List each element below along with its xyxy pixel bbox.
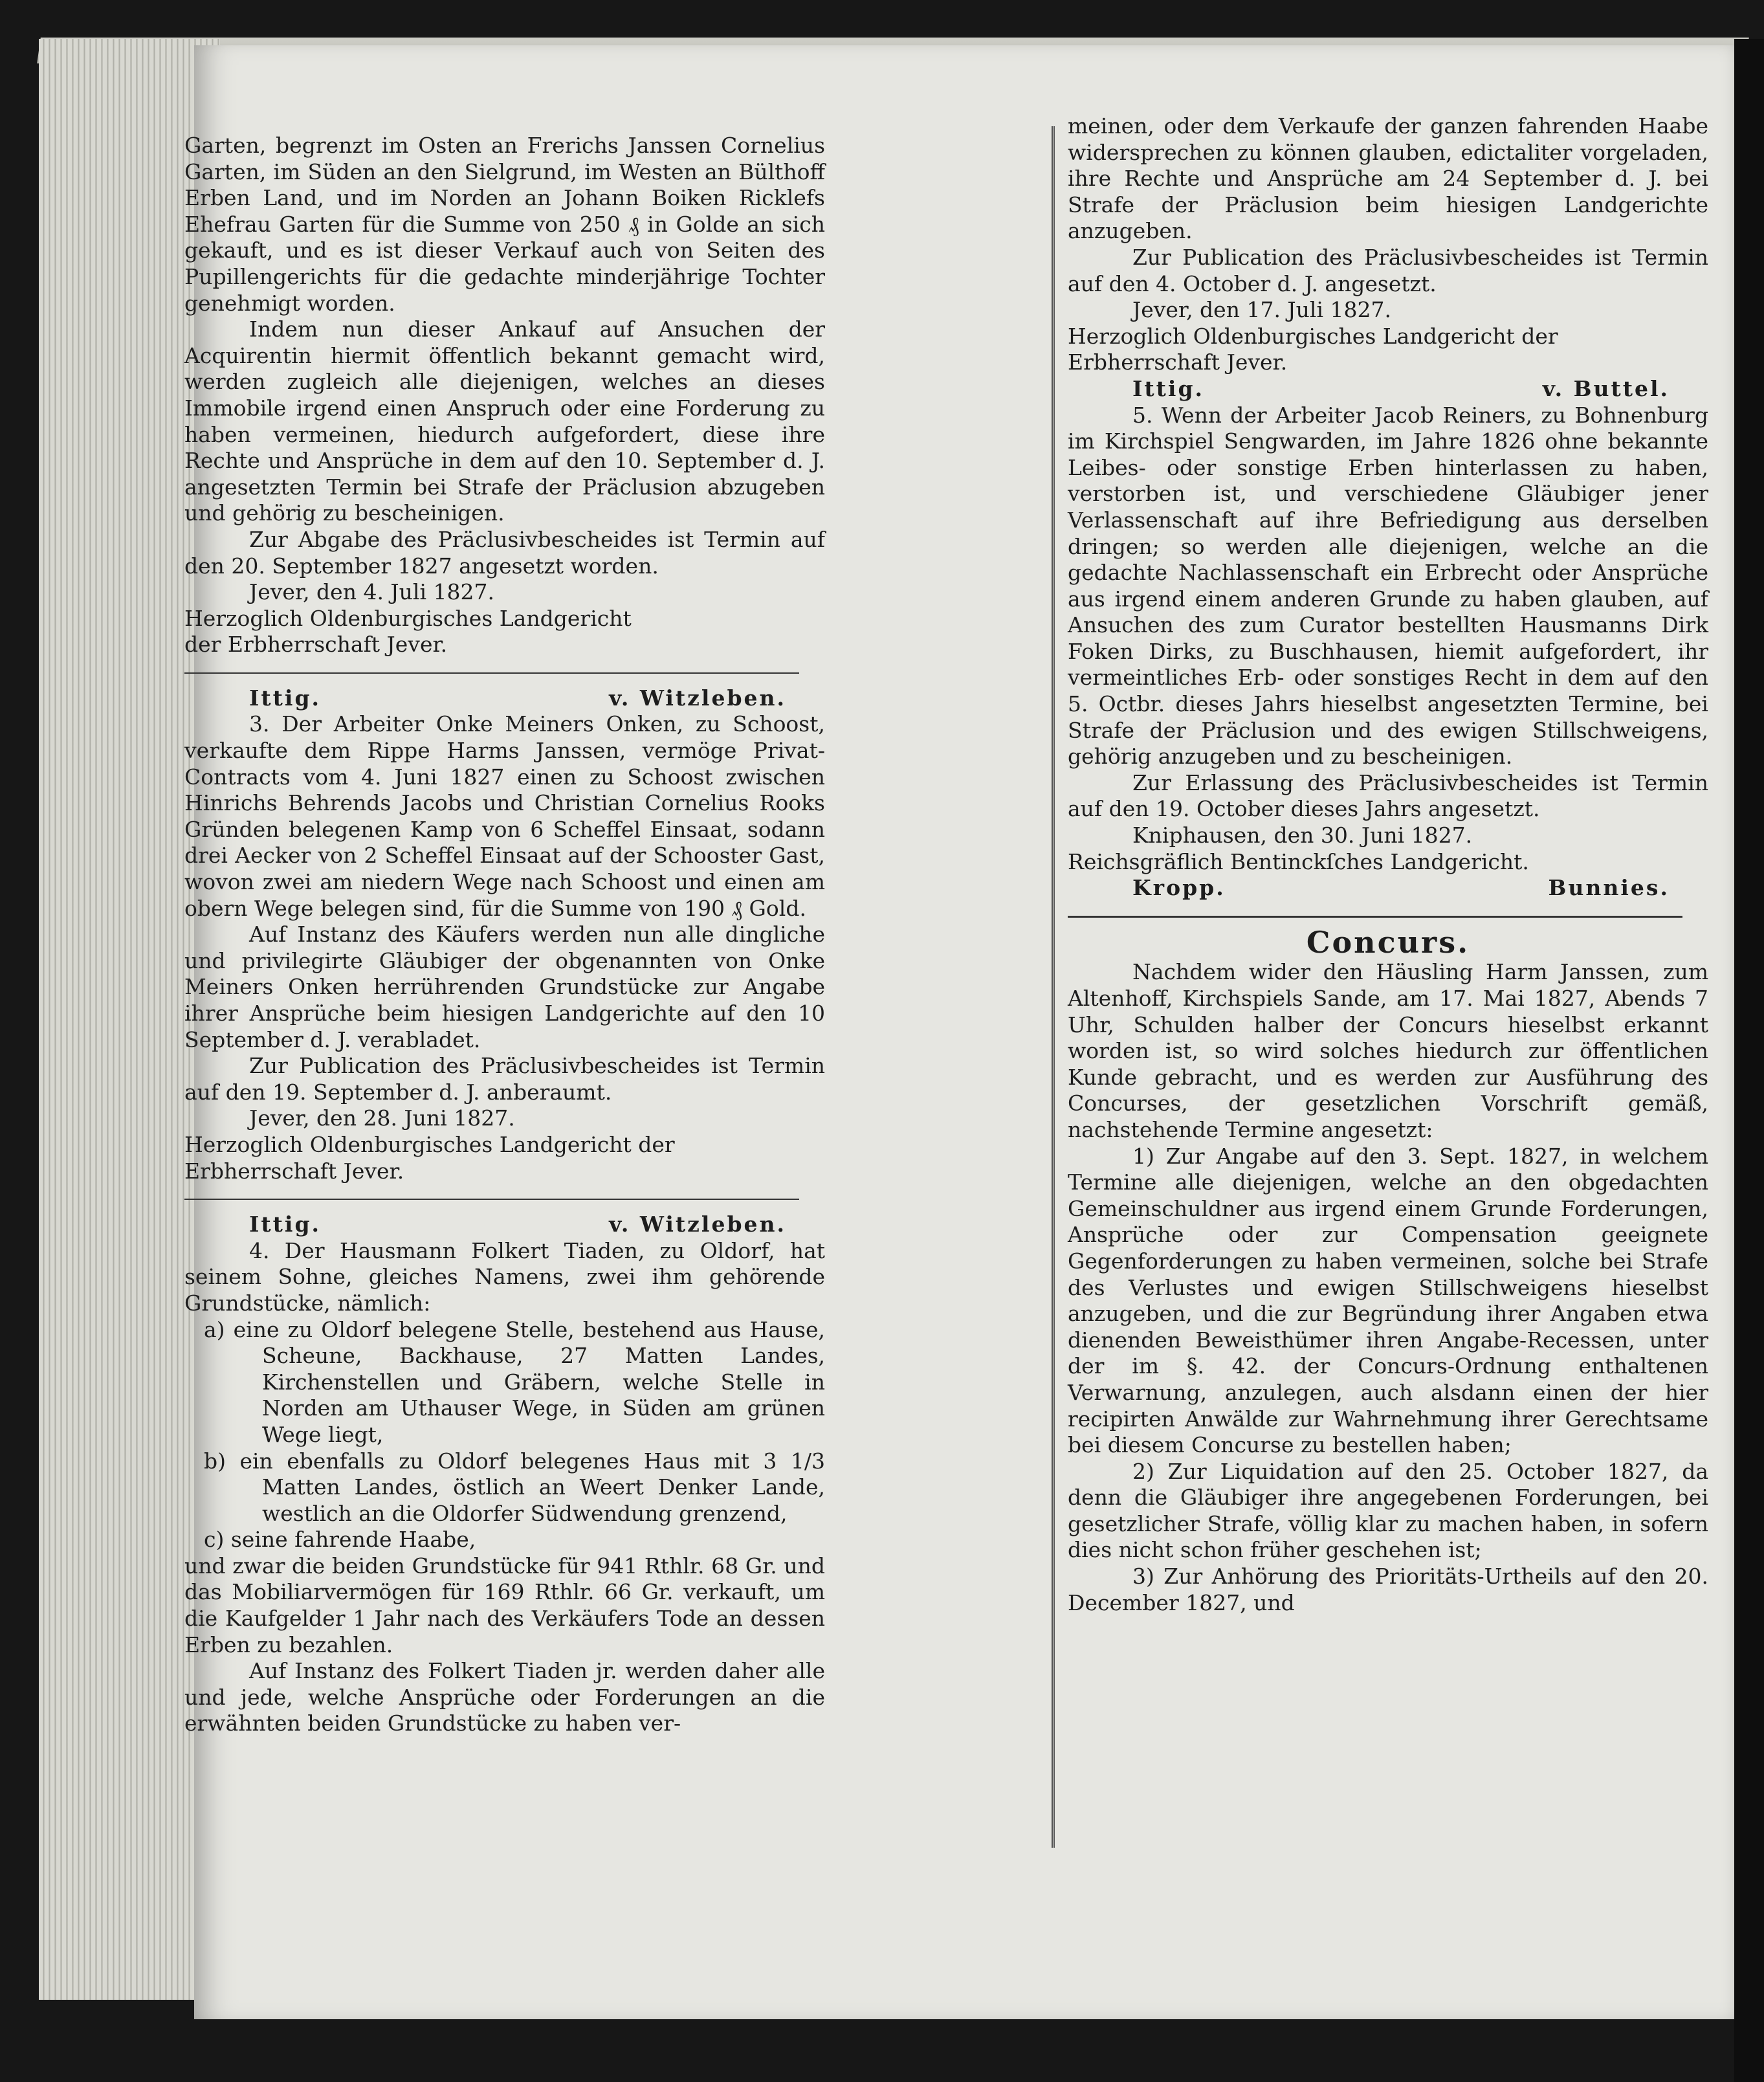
- court-name: Reichsgräflich Bentinckſches Landgericht.: [1068, 848, 1529, 874]
- notice-date: Jever, den 28. Juni 1827.: [249, 1105, 515, 1131]
- column-divider: [1052, 126, 1055, 1848]
- notice-text: meinen, oder dem Verkaufe der ganzen fahrenden Haabe widersprechen zu können glauben, edictaliter vorgeladen, ihre Rechte und Ansprüche am 24 September d. J. bei Strafe der Präclusion beim hiesigen Landgerichte anzugeben.: [1068, 113, 1708, 244]
- notice-text: Nachdem wider den Häusling Harm Janssen, zum Altenhoff, Kirchspiels Sande, am 17. Mai 1827, Abends 7 Uhr, Schulden halber der Concurs hieselbst erkannt worden ist, so wird solches hiedurch zur öffentlichen Kunde gebracht, und es werden zur Ausführung des Concurses, der gesetzlichen Vorschrift gemäß, nachstehende Termine angesetzt:: [1068, 959, 1708, 1142]
- notice-date: Jever, den 4. Juli 1827.: [249, 579, 494, 605]
- signature-left: Ittig.: [249, 685, 322, 711]
- notice-text: Zur Publication des Präclusivbescheides ist Termin auf den 19. September d. J. anberaumt.: [184, 1053, 825, 1105]
- signature-right: Bunnies.: [1548, 875, 1670, 901]
- court-name: Herzoglich Oldenburgisches Landgericht: [184, 605, 632, 631]
- signatures: [184, 1212, 825, 1238]
- notice-date: Jever, den 17. Juli 1827.: [1132, 297, 1391, 323]
- signature-rule: [184, 672, 799, 674]
- notice-text: Zur Abgabe des Präclusivbescheides ist Termin auf den 20. September 1827 angesetzt worden.: [184, 526, 825, 579]
- notice-text: Indem nun dieser Ankauf auf Ansuchen der Acquirentin hiermit öffentlich bekannt gemacht wird, werden zugleich alle diejenigen, welches an dieses Immobile irgend einen Anspruch oder eine Forderung zu haben vermeinen, hiedurch aufgefordert, diese ihre Rechte und Ansprüche in dem auf den 10. September d. J. angesetzten Termin bei Strafe der Präclusion abzugeben und gehörig zu bescheinigen.: [184, 316, 825, 526]
- court-name: Erbherrschaft Jever.: [1068, 349, 1288, 375]
- book-binding-edge: [1734, 39, 1764, 2082]
- notice-text: Auf Instanz des Folkert Tiaden jr. werden daher alle und jede, welche Ansprüche oder Forderungen an die erwähnten beiden Grundstücke zu haben ver-: [184, 1658, 825, 1736]
- signature-left: Ittig.: [249, 1212, 322, 1237]
- signature-right: v. Witzleben.: [609, 1212, 786, 1237]
- notice-text: Zur Publication des Präclusivbescheides ist Termin auf den 4. October d. J. angesetzt.: [1068, 244, 1708, 296]
- signature-left: Ittig.: [1132, 375, 1205, 401]
- notice-text: Zur Erlassung des Präclusivbescheides ist Termin auf den 19. October dieses Jahrs angesetzt.: [1068, 770, 1708, 822]
- notice-text: und zwar die beiden Grundstücke für 941 Rthlr. 68 Gr. und das Mobiliarvermögen für 169 Rthlr. 66 Gr. verkauft, um die Kaufgelder 1 Jahr nach des Verkäufers Tode an dessen Erben zu bezahlen.: [184, 1553, 825, 1657]
- notice-date: Kniphausen, den 30. Juni 1827.: [1132, 823, 1473, 848]
- notice-text: Auf Instanz des Käufers werden nun alle dingliche und privilegirte Gläubiger der obgenannten von Onke Meiners Onken herrührenden Grundstücke zur Angabe ihrer Ansprüche beim hiesigen Landgerichte auf den 10 September d. J. verabladet.: [184, 922, 825, 1052]
- notice-text: 4. Der Hausmann Folkert Tiaden, zu Oldorf, hat seinem Sohne, gleiches Namens, zwei ihm gehörende Grundstücke, nämlich:: [184, 1237, 825, 1316]
- signature-left: Kropp.: [1132, 875, 1226, 901]
- list-item: 3) Zur Anhörung des Prioritäts-Urtheils auf den 20. December 1827, und: [1068, 1564, 1708, 1615]
- notice-text: 3. Der Arbeiter Onke Meiners Onken, zu Schoost, verkaufte dem Rippe Harms Janssen, vermöge Privat-Contracts vom 4. Juni 1827 einen zu Schoost zwischen Hinrichs Behrends Jacobs und Christian Cornelius Rooks Gründen belegenen Kamp von 6 Scheffel Einsaat, sodann drei Aecker von 2 Scheffel Einsaat auf der Schooster Gast, wovon zwei am niedern Wege nach Schoost und einen am obern Wege belegen sind, für die Summe von 190 ₰ Gold.: [184, 711, 825, 921]
- signatures: [1068, 875, 1708, 902]
- notice-text: Garten, begrenzt im Osten an Frerichs Janssen Cornelius Garten, im Süden an den Sielgrund, im Westen an Bülthoff Erben Land, und im Norden an Johann Boiken Ricklefs Ehefrau Garten für die Summe von 250 ₰ in Golde an sich gekauft, und es ist dieser Verkauf auch von Seiten des Pupillengerichts für die gedachte minderjährige Tochter genehmigt worden.: [184, 133, 825, 316]
- notice-text: 5. Wenn der Arbeiter Jacob Reiners, zu Bohnenburg im Kirchspiel Sengwarden, im Jahre 1826 ohne bekannte Leibes- oder sonstige Erben hinterlassen zu haben, verstorben ist, und verschiedene Gläubiger jener Verlassenschaft auf ihre Befriedigung aus derselben dringen; so werden alle diejenigen, welche an die gedachte Nachlassenschaft ein Erbrecht oder Ansprüche aus irgend einem anderen Grunde zu haben glauben, auf Ansuchen des zum Curator bestellten Hausmanns Dirk Foken Dirks, zu Buschhausen, hiemit aufgefordert, ihr vermeintliches Erb- oder sonstiges Recht in dem auf den 5. Octbr. dieses Jahrs hieselbst angesetzten Termine, bei Strafe der Präclusion und des ewigen Stillschweigens, gehörig anzugeben und zu bescheinigen.: [1068, 402, 1708, 770]
- court-name: der Erbherrschaft Jever.: [184, 632, 448, 658]
- section-heading: Concurs.: [1306, 924, 1470, 960]
- list-item: 1) Zur Angabe auf den 3. Sept. 1827, in welchem Termine alle diejenigen, welche an den obgedachten Gemeinschuldner aus irgend einem Grunde Forderungen, Ansprüche oder zur Compensation geeignete Gegenforderungen zu haben vermeinen, solche bei Strafe des Verlustes und ewigen Stillschweigens hieselbst anzugeben, und die zur Begründung ihrer Angaben etwa dienenden Beweisthümer ihren Angabe-Recessen, unter der im §. 42. der Concurs-Ordnung enthaltenen Verwarnung, anzulegen, auch alsdann einen der hier recipirten Anwälde zur Wahrnehmung ihrer Gerechtsame bei diesem Concurse zu bestellen haben;: [1068, 1143, 1708, 1458]
- section-rule: [1068, 916, 1682, 918]
- signature-right: v. Witzleben.: [609, 685, 786, 711]
- list-item: b) ein ebenfalls zu Oldorf belegenes Haus mit 3 1/3 Matten Landes, östlich an Weert Denker Lande, westlich an die Oldorfer Südwendung grenzend,: [204, 1448, 825, 1526]
- court-name: Herzoglich Oldenburgisches Landgericht der: [1068, 323, 1558, 349]
- signature-right: v. Buttel.: [1542, 375, 1670, 401]
- signature-rule: [184, 1199, 799, 1200]
- court-name: Erbherrschaft Jever.: [184, 1158, 404, 1184]
- list-item: a) eine zu Oldorf belegene Stelle, bestehend aus Hause, Scheune, Backhause, 27 Matten Landes, Kirchenstellen und Gräbern, welche Stelle in Norden am Uthauser Wege, in Süden am grünen Wege liegt,: [204, 1316, 825, 1447]
- list-item: c) seine fahrende Haabe,: [204, 1527, 476, 1553]
- right-column: [1068, 113, 1708, 1616]
- court-name: Herzoglich Oldenburgisches Landgericht der: [184, 1131, 675, 1157]
- signatures: [1068, 376, 1708, 403]
- signatures: [184, 685, 825, 712]
- list-item: 2) Zur Liquidation auf den 25. October 1827, da denn die Gläubiger ihre angegebenen Forderungen, bei gesetzlicher Strafe, völlig klar zu machen haben, in sofern dies nicht schon früher geschehen ist;: [1068, 1458, 1708, 1563]
- left-column: [184, 133, 825, 1737]
